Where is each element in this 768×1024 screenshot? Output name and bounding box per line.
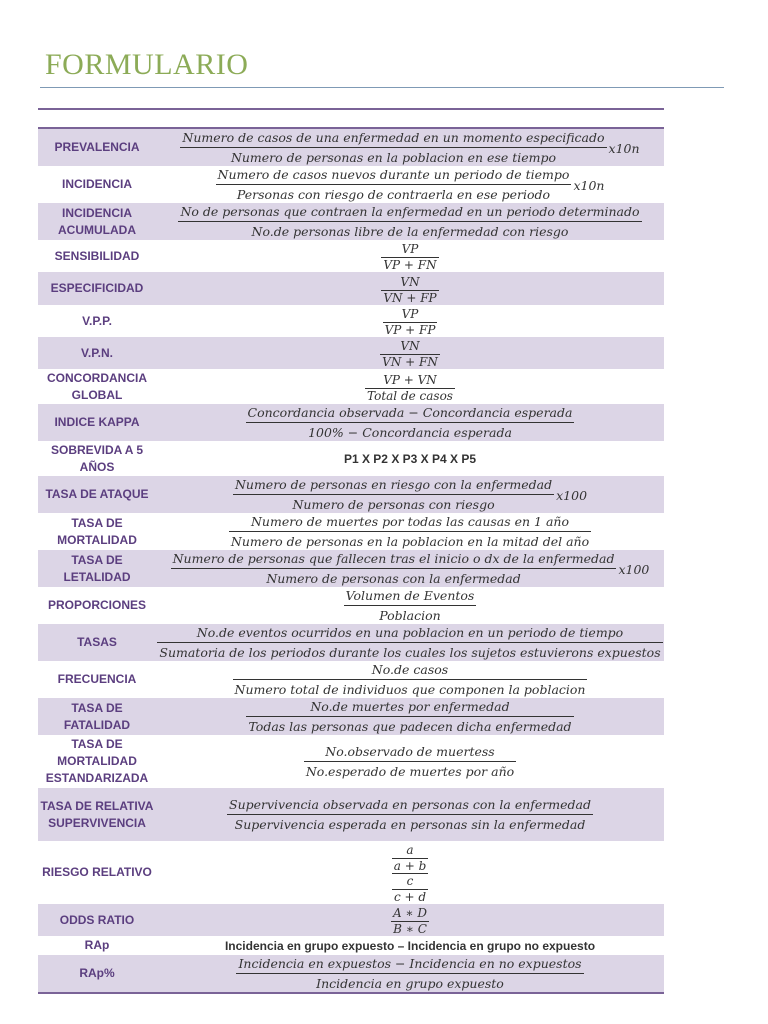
denominator: Supervivencia esperada en personas sin la enfermedad <box>234 817 586 832</box>
formula-table <box>38 127 664 994</box>
formula-indice-kappa <box>156 404 664 441</box>
table-row <box>38 337 664 369</box>
plain-formula: P1 X P2 X P3 X P4 X P5 <box>343 451 477 466</box>
table-row <box>38 476 664 513</box>
formula-tasa-ataque <box>156 476 664 513</box>
row-label-tasa-mortalidad-estandarizada: TASA DE MORTALIDAD ESTANDARIZADA <box>45 737 149 785</box>
formula-sobrevida <box>156 441 664 476</box>
table-row <box>38 624 664 661</box>
row-label-riesgo-relativo: RIESGO RELATIVO <box>42 865 152 879</box>
row-label-vpp: V.P.P. <box>82 313 112 328</box>
formula-sensibilidad <box>156 240 664 272</box>
denominator: 100% − Concordancia esperada <box>308 425 512 440</box>
denominator: Numero de personas en la poblacion en ese tiempo <box>230 150 557 165</box>
row-label-vpn: V.P.N. <box>38 337 156 369</box>
row-label-rap: RAp <box>84 938 110 952</box>
formula-especificidad <box>156 272 664 305</box>
table-row <box>38 841 664 904</box>
row-label-frecuencia: FRECUENCIA <box>57 672 137 686</box>
title-divider <box>40 87 724 88</box>
denominator: c + d <box>393 890 427 904</box>
numerator: c <box>406 874 414 888</box>
row-label-concordancia-global: CONCORDANCIA GLOBAL <box>47 370 147 402</box>
numerator: A ∗ D <box>392 906 428 920</box>
row-label-tasa-ataque: TASA DE ATAQUE <box>38 476 156 513</box>
row-label-incidencia-acumulada: INCIDENCIA ACUMULADA <box>38 203 156 240</box>
row-label-tasa-letalidad: TASA DE LETALIDAD <box>38 550 156 587</box>
multiplier: x100 <box>556 487 588 503</box>
numerator: VP + VN <box>383 372 437 387</box>
denominator: Todas las personas que padecen dicha enfermedad <box>248 719 572 734</box>
denominator: Sumatoria de los periodos durante los cuales los sujetos estuvierons expuestos <box>159 645 661 660</box>
table-row <box>38 166 664 203</box>
row-label-incidencia: INCIDENCIA <box>61 177 132 191</box>
plain-formula: Incidencia en grupo expuesto – Incidencia en grupo no expuesto <box>224 938 596 953</box>
numerator: VN <box>400 339 420 353</box>
formula-tasa-relativa-supervivencia <box>156 788 664 841</box>
table-row <box>38 203 664 240</box>
numerator: Numero de muertes por todas las causas en 1 año <box>250 514 569 529</box>
denominator: Numero total de individuos que componen la poblacion <box>234 682 586 697</box>
table-row <box>38 441 664 476</box>
formula-tasas <box>156 624 664 661</box>
row-label-indice-kappa: INDICE KAPPA <box>38 404 156 441</box>
page-title: FORMULARIO <box>45 48 249 81</box>
denominator: Poblacion <box>379 608 441 623</box>
denominator: VP + FP <box>384 323 436 337</box>
denominator: Incidencia en grupo expuesto <box>316 976 504 991</box>
multiplier: x10n <box>573 177 605 193</box>
numerator: No.de casos <box>371 662 449 677</box>
denominator: VP + FN <box>383 258 437 272</box>
formula-incidencia <box>156 166 664 203</box>
row-label-rap-percent: RAp% <box>38 955 156 993</box>
row-label-prevalencia: PREVALENCIA <box>38 128 156 166</box>
table-row <box>38 513 664 550</box>
numerator: Volumen de Eventos <box>345 588 475 603</box>
formula-odds-ratio <box>156 904 664 936</box>
formula-concordancia-global <box>156 369 664 404</box>
denominator: VN + FN <box>382 355 438 369</box>
numerator: No.de eventos ocurridos en una poblacion en un periodo de tiempo <box>196 625 624 640</box>
row-label-tasa-fatalidad: TASA DE FATALIDAD <box>38 698 156 735</box>
table-row <box>38 936 664 955</box>
denominator: Numero de personas con riesgo <box>292 497 495 512</box>
table-row <box>38 735 664 788</box>
formula-frecuencia <box>156 661 664 698</box>
multiplier: x10n <box>608 140 640 156</box>
row-label-tasas: TASAS <box>38 624 156 661</box>
numerator: Incidencia en expuestos − Incidencia en no expuestos <box>238 956 582 971</box>
table-row <box>38 904 664 936</box>
row-label-sobrevida: SOBREVIDA A 5 AÑOS <box>50 442 143 474</box>
formula-tasa-fatalidad <box>156 698 664 735</box>
denominator: Numero de personas con la enfermedad <box>266 571 521 586</box>
table-row <box>38 587 664 624</box>
formula-prevalencia <box>156 128 664 166</box>
multiplier: x100 <box>618 561 650 577</box>
denominator: No.de personas libre de la enfermedad con riesgo <box>251 224 569 239</box>
row-label-tasa-mortalidad: TASA DE MORTALIDAD <box>57 515 137 547</box>
table-row <box>38 272 664 305</box>
formula-vpn <box>156 337 664 369</box>
table-row <box>38 305 664 337</box>
numerator: Numero de personas que fallecen tras el inicio o dx de la enfermedad <box>172 551 615 566</box>
formula-rap-percent <box>156 955 664 993</box>
table-row <box>38 369 664 404</box>
row-label-tasa-relativa-supervivencia: TASA DE RELATIVA SUPERVIVENCIA <box>38 788 156 841</box>
numerator: Numero de casos de una enfermedad en un momento especificado <box>182 130 605 145</box>
row-label-odds-ratio: ODDS RATIO <box>38 904 156 936</box>
table-row <box>38 661 664 698</box>
formula-vpp <box>156 305 664 337</box>
numerator: Numero de personas en riesgo con la enfermedad <box>234 477 553 492</box>
row-label-especificidad: ESPECIFICIDAD <box>38 272 156 305</box>
numerator: No.observado de muertess <box>325 744 495 759</box>
table-top-divider <box>38 108 664 110</box>
numerator: Numero de casos nuevos durante un periodo de tiempo <box>217 167 570 182</box>
denominator: VN + FP <box>383 290 437 305</box>
table-row <box>38 698 664 735</box>
formula-tasa-mortalidad-estandarizada <box>156 735 664 788</box>
row-label-sensibilidad: SENSIBILIDAD <box>54 248 140 263</box>
denominator: No.esperado de muertes por año <box>305 764 515 779</box>
numerator: No.de muertes por enfermedad <box>310 699 510 714</box>
formula-incidencia-acumulada <box>156 203 664 240</box>
numerator: VN <box>400 274 420 289</box>
denominator: Numero de personas en la poblacion en la mitad del año <box>230 534 590 549</box>
formula-tasa-letalidad <box>156 550 664 587</box>
table-row <box>38 550 664 587</box>
formula-tasa-mortalidad <box>156 513 664 550</box>
table-row <box>38 955 664 993</box>
row-label-proporciones: PROPORCIONES <box>47 598 146 612</box>
numerator: Supervivencia observada en personas con la enfermedad <box>229 797 591 812</box>
formula-proporciones <box>156 587 664 624</box>
numerator: a <box>406 843 414 857</box>
numerator: No de personas que contraen la enfermedad en un periodo determinado <box>180 204 640 219</box>
numerator: VP <box>401 307 419 321</box>
denominator: a + b <box>393 859 427 873</box>
numerator: Concordancia observada − Concordancia esperada <box>247 405 573 420</box>
formula-riesgo-relativo <box>156 841 664 904</box>
table-row <box>38 404 664 441</box>
formula-rap <box>156 936 664 955</box>
table-row <box>38 240 664 272</box>
table-row <box>38 788 664 841</box>
denominator: Total de casos <box>367 388 453 403</box>
denominator: B ∗ C <box>393 922 427 936</box>
denominator: Personas con riesgo de contraerla en ese periodo <box>236 187 551 202</box>
table-row <box>38 128 664 166</box>
numerator: VP <box>401 242 419 256</box>
